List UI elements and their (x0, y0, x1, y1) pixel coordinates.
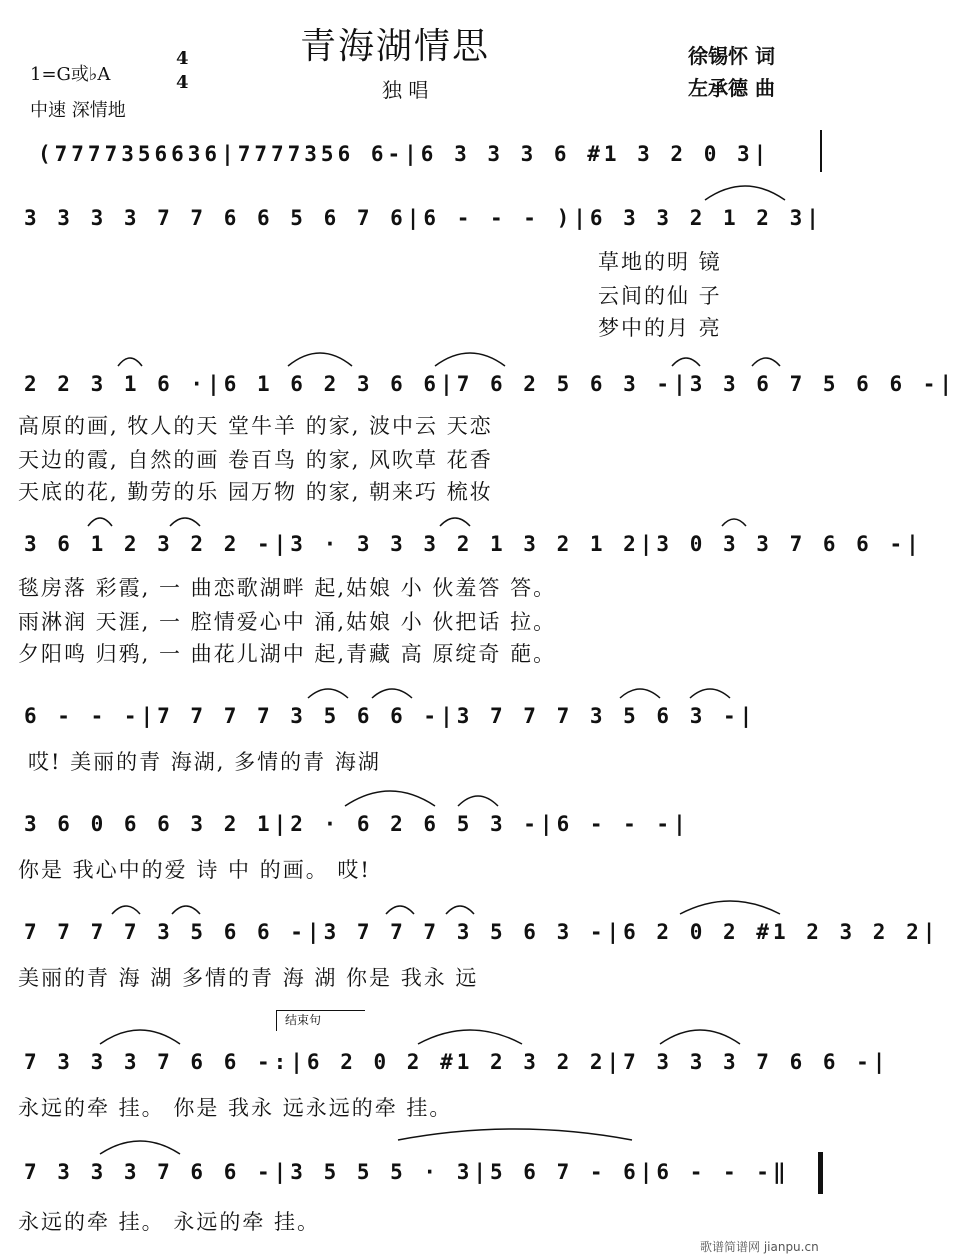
score-line-5-notes: 6 - - -|7 7 7 7 3 5 6 6 -|3 7 7 7 3 5 6 3 -| (24, 704, 757, 728)
lyric-line-4-verse-3: 夕阳鸣 归鸦, 一 曲花儿湖中 起,青藏 高 原绽奇 葩。 (18, 642, 557, 666)
score-line-6-notes: 3 6 0 6 6 3 2 1|2 · 6 2 6 5 3 -|6 - - -| (24, 812, 690, 836)
time-signature-top: 4 (176, 48, 189, 69)
lyric-line-3-verse-1: 高原的画, 牧人的天 堂牛羊 的家, 波中云 天恋 (18, 414, 493, 438)
lyricist-credit: 徐锡怀 词 (688, 44, 775, 68)
lyric-line-3-verse-3: 天底的花, 勤劳的乐 园万物 的家, 朝来巧 梳妆 (18, 480, 493, 504)
time-signature-bottom: 4 (176, 72, 189, 93)
lyric-line-4-verse-2: 雨淋润 天涯, 一 腔情爱心中 涌,姑娘 小 伙把话 拉。 (18, 610, 557, 634)
slur (118, 358, 142, 366)
slur (660, 1030, 740, 1044)
slur (435, 353, 505, 366)
slur (418, 1030, 522, 1044)
slur (680, 901, 780, 914)
slur (288, 353, 352, 366)
slur (100, 1141, 180, 1154)
slur (722, 519, 746, 526)
score-line-9-notes: 7 3 3 3 7 6 6 -|3 5 5 5 · 3|5 6 7 - 6|6 - - -‖ (24, 1160, 790, 1184)
slur (446, 906, 474, 914)
slur (172, 906, 200, 914)
slur (386, 906, 414, 914)
lyric-line-4-verse-1: 毯房落 彩霞, 一 曲恋歌湖畔 起,姑娘 小 伙羞答 答。 (18, 576, 557, 600)
score-line-8-notes: 7 3 3 3 7 6 6 -:|6 2 0 2 #1 2 3 2 2|7 3 3 3 7 6 6 -| (24, 1050, 890, 1074)
slur (345, 791, 435, 806)
lyric-line-2-verse-1: 草地的明 镜 (598, 250, 722, 274)
score-line-4-notes: 3 6 1 2 3 2 2 -|3 · 3 3 3 2 1 3 2 1 2|3 0 3 3 7 6 6 -| (24, 532, 923, 556)
slur (672, 358, 700, 366)
slur (88, 518, 112, 526)
lyric-line-7: 美丽的青 海 湖 多情的青 海 湖 你是 我永 远 (18, 966, 479, 990)
page-title: 青海湖情思 (300, 26, 491, 67)
watermark: 歌谱简谱网 jianpu.cn (700, 1240, 819, 1254)
slur (620, 689, 660, 698)
lyric-line-2-verse-3: 梦中的月 亮 (598, 316, 722, 340)
slur (458, 796, 498, 806)
slur (308, 689, 348, 698)
score-line-2-notes: 3 3 3 3 7 7 6 6 5 6 7 6|6 - - - )|6 3 3 2 1 2 3| (24, 206, 823, 230)
lyric-line-6: 你是 我心中的爱 诗 中 的画。 哎! (18, 858, 371, 882)
lyric-line-2-verse-2: 云间的仙 子 (598, 284, 722, 308)
slur (372, 689, 412, 698)
score-line-7-notes: 7 7 7 7 3 5 6 6 -|3 7 7 7 3 5 6 3 -|6 2 0 2 #1 2 3 2 2| (24, 920, 940, 944)
composer-credit: 左承德 曲 (688, 76, 775, 100)
subtitle: 独 唱 (382, 78, 429, 102)
score-line-1-notes: (7777356636|7777356 6-|6 3 3 3 6 #1 3 2 0 3| (38, 142, 771, 166)
slur (690, 689, 730, 698)
key-signature: 1=G或♭A (30, 64, 111, 85)
lyric-line-8: 永远的牵 挂。 你是 我永 远永远的牵 挂。 (18, 1096, 453, 1120)
slur (440, 518, 470, 526)
slur (398, 1129, 632, 1140)
slur (170, 518, 200, 526)
tempo-marking: 中速 深情地 (30, 100, 126, 121)
slur (112, 906, 140, 914)
ending-box-label: 结束句 (276, 1010, 365, 1031)
slur (705, 186, 785, 200)
lyric-line-3-verse-2: 天边的霞, 自然的画 卷百鸟 的家, 风吹草 花香 (18, 448, 493, 472)
score-line-3-notes: 2 2 3 1 6 ·|6 1 6 2 3 6 6|7 6 2 5 6 3 -|3 3 6 7 5 6 6 -| (24, 372, 956, 396)
slur (752, 358, 780, 366)
lyric-line-9: 永远的牵 挂。 永远的牵 挂。 (18, 1210, 321, 1234)
lyric-line-5: 哎! 美丽的青 海湖, 多情的青 海湖 (28, 750, 381, 774)
slur (100, 1030, 180, 1044)
